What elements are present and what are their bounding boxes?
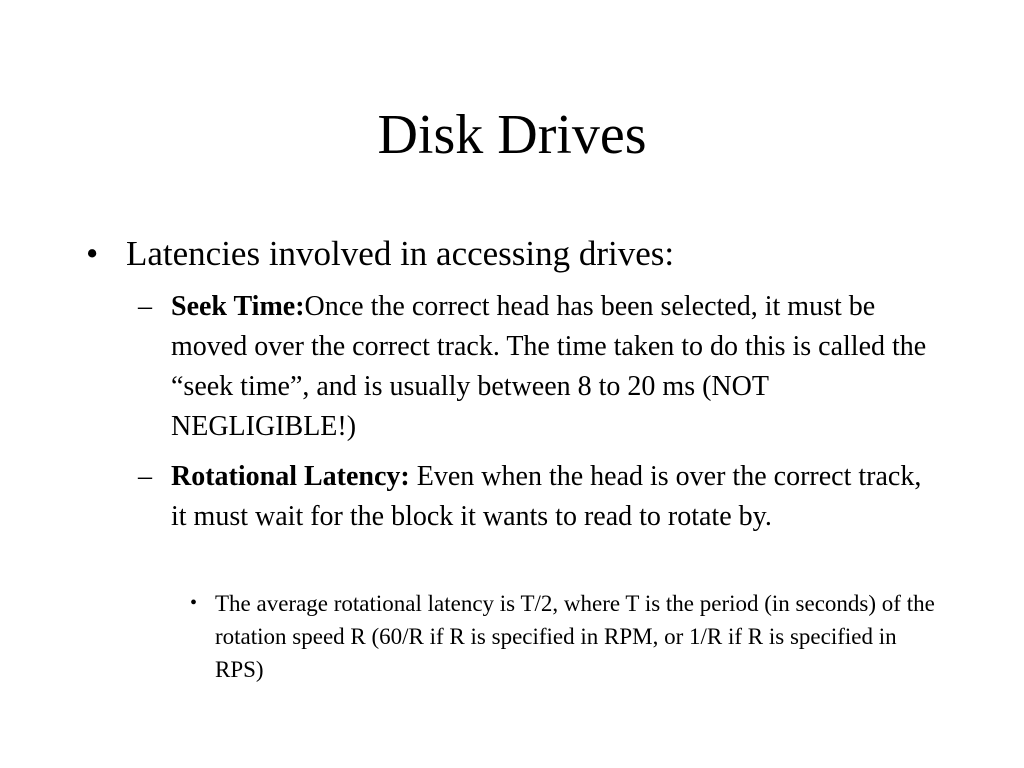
seek-time-text: Once the correct head has been selected, it must be moved over the correct track. The time taken to do this is called the “seek time”, and is usually between 8 to 20 ms (NOT NEGLIGIBLE!) [171,291,927,442]
dash-marker: – [138,291,152,322]
dash-marker: – [138,461,152,492]
small-bullet-marker: • [190,592,198,614]
bullet-marker: • [86,234,99,273]
bullet-text: Latencies involved in accessing drives: [126,234,675,273]
slide-title: Disk Drives [377,104,647,166]
rotational-latency-text-block [171,457,941,537]
average-latency-text: The average rotational latency is T/2, where T is the period (in seconds) of the rotation speed R (60/R if R is specified in RPM, or 1/R if R is specified in RPS) [215,591,935,682]
seek-time-label: Seek Time: [171,291,305,322]
rotational-latency-text: Even when the head is over the correct track, it must wait for the block it wants to read to rotate by. [171,461,922,532]
seek-time-text-block [171,287,941,447]
rotational-latency-label: Rotational Latency: [171,461,410,492]
